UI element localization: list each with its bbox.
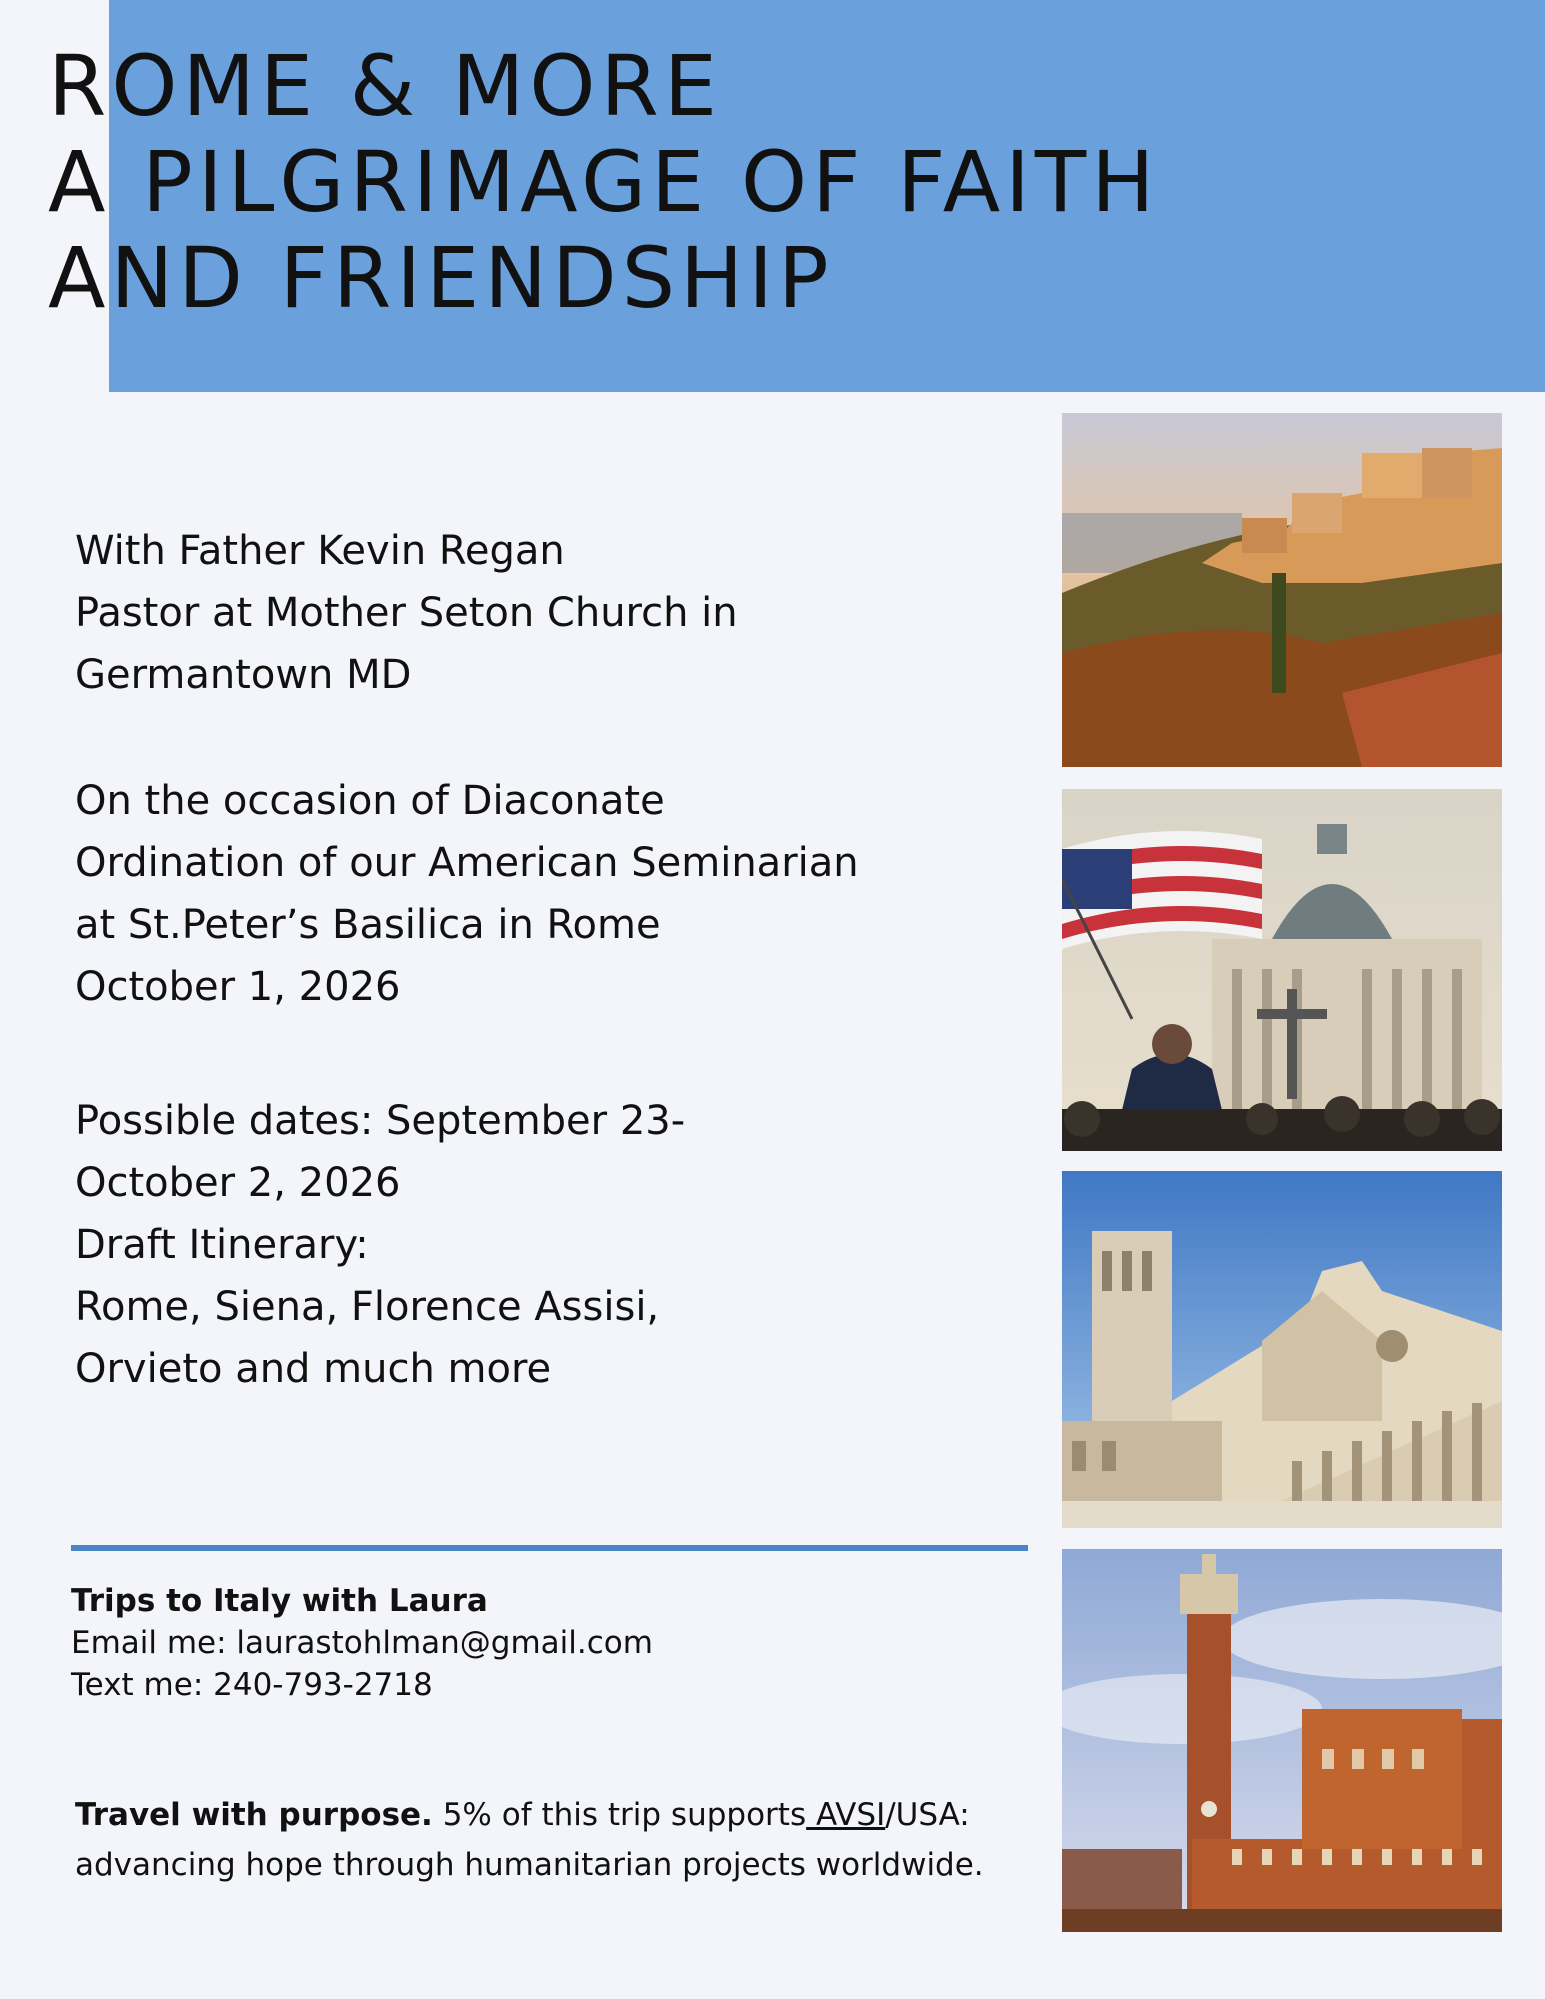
purpose-text: 5% of this trip supports (432, 1797, 807, 1833)
dates-line-1: Possible dates: September 23- (75, 1098, 686, 1144)
siena-photo (1062, 1549, 1502, 1932)
section-divider (71, 1545, 1028, 1551)
contact-heading: Trips to Italy with Laura (71, 1583, 488, 1619)
host-line-3: Germantown MD (75, 652, 412, 698)
purpose-note (75, 1790, 984, 1890)
title-line-2: A PILGRIMAGE OF FAITH (48, 133, 1160, 231)
page-title (48, 38, 1159, 326)
title-line-3: AND FRIENDSHIP (48, 229, 834, 327)
occasion-line-1: On the occasion of Diaconate (75, 778, 665, 824)
host-line-1: With Father Kevin Regan (75, 528, 565, 574)
contact-phone[interactable]: Text me: 240-793-2718 (71, 1667, 433, 1703)
avsi-link[interactable]: AVSI (806, 1797, 886, 1833)
dates-line-2: October 2, 2026 (75, 1160, 401, 1206)
purpose-bold: Travel with purpose. (75, 1797, 433, 1833)
occasion-info (75, 770, 859, 1018)
occasion-line-4: October 1, 2026 (75, 964, 401, 1010)
occasion-line-3: at St.Peter’s Basilica in Rome (75, 902, 661, 948)
hilltown-photo (1062, 413, 1502, 767)
purpose-line-2: advancing hope through humanitarian projects worldwide. (75, 1847, 984, 1883)
host-info (75, 520, 738, 706)
occasion-line-2: Ordination of our American Seminarian (75, 840, 859, 886)
dates-itinerary (75, 1090, 685, 1400)
contact-email[interactable]: Email me: laurastohlman@gmail.com (71, 1625, 653, 1661)
purpose-text-after: /USA: (885, 1797, 970, 1833)
itinerary-heading: Draft Itinerary: (75, 1222, 369, 1268)
title-line-1: ROME & MORE (48, 37, 722, 135)
st-peters-photo (1062, 789, 1502, 1151)
itinerary-line-1: Rome, Siena, Florence Assisi, (75, 1284, 660, 1330)
itinerary-line-2: Orvieto and much more (75, 1346, 552, 1392)
assisi-photo (1062, 1171, 1502, 1528)
host-line-2: Pastor at Mother Seton Church in (75, 590, 738, 636)
contact-block (71, 1580, 653, 1706)
